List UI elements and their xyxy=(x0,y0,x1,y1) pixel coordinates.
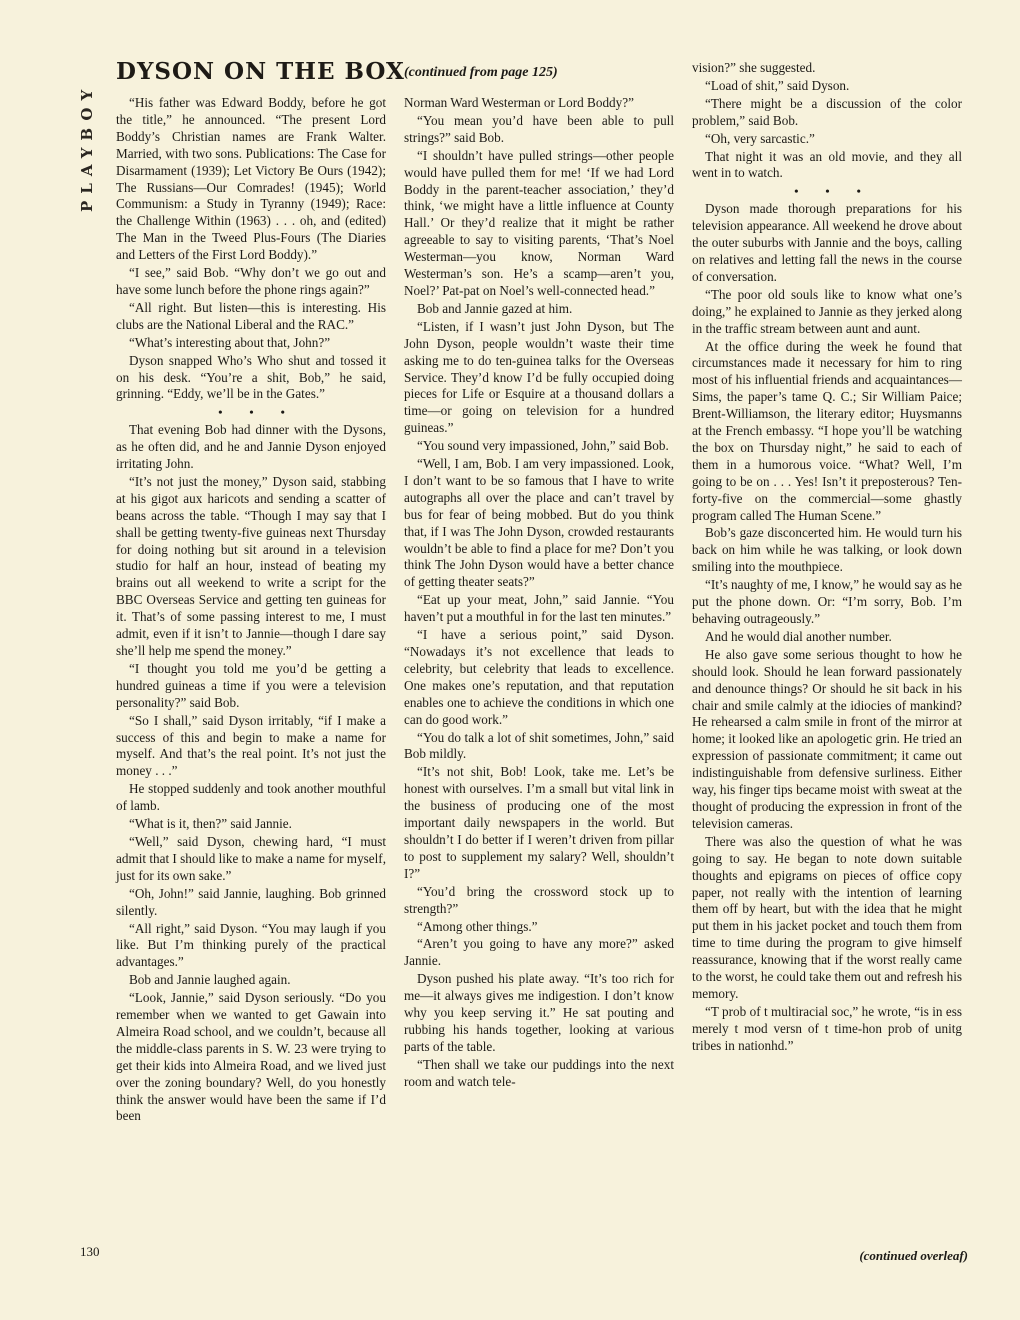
text-column-2 xyxy=(404,95,674,1092)
paragraph: That night it was an old movie, and they all went in to watch. xyxy=(692,148,962,181)
paragraph: And he would dial another number. xyxy=(705,628,892,644)
paragraph: “All right. But listen—this is interesting. His clubs are the National Liberal and the RAC.” xyxy=(116,299,386,332)
paragraph: “You’d bring the crossword stock up to strength?” xyxy=(404,883,674,916)
paragraph: “Well, I am, Bob. I am very impassioned. Look, I don’t want to be so famous that I have to write autographs all over the place and can’t travel by bus for fear of being mobbed. But do you think that, if I was The John Dyson, crowded restaurants wouldn’t be able to find a place for me? Don’t you think The John Dyson would have a better chance of getting theater seats?” xyxy=(404,456,674,590)
paragraph: “Look, Jannie,” said Dyson seriously. “Do you remember when we wanted to get Gawain into Almeira Road school, and we couldn’t, because all the middle-class parents in S. W. 23 were trying to get their kids into Almeira Road, and we lived just over the zoning boundary? Well, do you honestly think the answer would have been the same if I’d been xyxy=(116,990,386,1124)
paragraph: “You mean you’d have been able to pull strings?” said Bob. xyxy=(404,112,674,145)
continued-from-note: (continued from page 125) xyxy=(404,65,558,80)
paragraph: “Load of shit,” said Dyson. xyxy=(705,77,850,93)
paragraph: Bob’s gaze disconcerted him. He would turn his back on him while he was talking, or look down smiling into the mouthpiece. xyxy=(692,525,962,575)
paragraph: “What’s interesting about that, John?” xyxy=(129,334,331,350)
paragraph: Dyson made thorough preparations for his television appearance. All weekend he drove about the outer suburbs with Jannie and the boys, calling on relatives and letting fall the news in the course of conversation. xyxy=(692,201,962,284)
text-column-3 xyxy=(692,60,962,1056)
paragraph: “I see,” said Bob. “Why don’t we go out and have some lunch before the phone rings again?” xyxy=(116,265,386,297)
paragraph: “It’s not shit, Bob! Look, take me. Let’s be honest with ourselves. I’m a small but vital link in the business of producing one of the most important daily newspapers in the world. But shouldn’t I do better if I weren’t driven from pillar to post to supplement my salary? Well, shouldn’t I?” xyxy=(404,764,674,881)
paragraph: There was also the question of what he was going to say. He began to note down suitable thoughts and epigrams on pieces of office copy paper, not really with the intention of learning them off by heart, but with the idea that he might put them in his jacket pocket and touch them from time to time during the program to give himself reassurance, knowing that if the worst really came to the worst, he could take them out and refresh his memory. xyxy=(692,833,962,1001)
section-break: • • • xyxy=(218,405,297,420)
article-title: DYSON ON THE BOX xyxy=(116,58,405,85)
paragraph: “There might be a discussion of the color problem,” said Bob. xyxy=(692,95,962,128)
paragraph: “I have a serious point,” said Dyson. “Nowadays it’s not excellence that leads to celebrity, but celebrity that leads to excellence. One makes one’s reputation, and that reputation enables one to achieve the conditions in which one can do good work.” xyxy=(404,627,674,727)
paragraph: That evening Bob had dinner with the Dysons, as he often did, and he and Jannie Dyson enjoyed irritating John. xyxy=(116,422,386,472)
paragraph: “What is it, then?” said Jannie. xyxy=(129,816,292,832)
paragraph: He also gave some serious thought to how he should look. Should he lean forward passionately and denounce things? Or should he sit back in his chair and smile calmly at the idiocies of mankind? He rehearsed a calm smile in front of the mirror at home; it looked like an apologetic grin. He tried an expression of passionate commitment; it came out indistinguishable from defensive surliness. Either way, his finger tips became moist with sweat at the thought of producing the expression in front of the television cameras. xyxy=(692,646,962,831)
paragraph: “I shouldn’t have pulled strings—other people would have pulled them for me! ‘If we had Lord Boddy in the parent-teacher association,’ they’d think, ‘we might have a little influence at County Hall.’ Or they’d realize that it might be rather agreeable to say to visiting parents, ‘That’s Noel Westerman—you know, Norman Ward Westerman’s son. He’s a scamp—aren’t you, Noel?’ Pat-pat on Noel’s well-connected head.” xyxy=(404,147,674,298)
paragraph: “Aren’t you going to have any more?” asked Jannie. xyxy=(404,936,674,969)
paragraph: Dyson pushed his plate away. “It’s too rich for me—it always gives me indigestion. I don’t know why you keep serving it.” He sat pouting and rubbing his hands together, looking at various parts of the table. xyxy=(404,971,674,1054)
paragraph: Norman Ward Westerman or Lord Boddy?” xyxy=(404,95,634,110)
paragraph: “So I shall,” said Dyson irritably, “if I make a success of this and begin to make a name for myself. And that’s the real point. It’s not just the money . . .” xyxy=(116,712,386,779)
paragraph: “Oh, John!” said Jannie, laughing. Bob grinned silently. xyxy=(116,885,386,918)
paragraph: “It’s not just the money,” Dyson said, stabbing at his gigot aux haricots and sending a scatter of beans across the table. “Though I may say that I shall be getting twenty-five guineas next Thursday for doing nothing but sit around in a television studio for half an hour, instead of beating my brains out all weekend to write a script for the BBC Overseas Service and getting ten guineas for it. That’s of some passing interest to me, I must admit, even if it isn’t to Jannie—though I dare say she’ll help me spend the money.” xyxy=(116,473,386,658)
paragraph: “The poor old souls like to know what one’s doing,” he explained to Jannie as they jerked along in the traffic stream between aunt and aunt. xyxy=(692,286,962,336)
paragraph: “Well,” said Dyson, chewing hard, “I must admit that I should like to make a name for myself, just for its own sake.” xyxy=(116,833,386,883)
paragraph: “I thought you told me you’d be getting a hundred guineas a time if you were a television personality?” said Bob. xyxy=(116,660,386,710)
section-break: • • • xyxy=(794,184,873,199)
paragraph: “Among other things.” xyxy=(417,918,538,934)
page-number: 130 xyxy=(80,1244,100,1259)
paragraph: “You sound very impassioned, John,” said Bob. xyxy=(417,438,669,454)
paragraph: He stopped suddenly and took another mouthful of lamb. xyxy=(116,781,386,814)
paragraph: “You do talk a lot of shit sometimes, John,” said Bob mildly. xyxy=(404,729,674,762)
text-column-1 xyxy=(116,95,386,1126)
continued-overleaf-note: (continued overleaf) xyxy=(859,1248,968,1263)
paragraph: “Then shall we take our puddings into the next room and watch tele- xyxy=(404,1056,674,1089)
paragraph: “Eat up your meat, John,” said Jannie. “You haven’t put a mouthful in for the last ten minutes.” xyxy=(404,592,674,625)
paragraph: At the office during the week he found that circumstances made it necessary for him to ring most of his influential friends and acquaintances—Sims, the paper’s tame Q. C.; Sir William Paice; Brent-Williamson, the literary editor; Huysmanns at the French embassy. “I hope you’ll be watching the box on Thursday night,” he said to each of them in a humorous voice. “What? Well, I’m going to be on . . . Yes! Isn’t it preposterous? Ten-forty-five on the commercial—some ghastly program called The Human Scene.” xyxy=(692,338,962,523)
paragraph: “It’s naughty of me, I know,” he would say as he put the phone down. Or: “I’m sorry, Bob. I’m behaving outrageously.” xyxy=(692,577,962,626)
paragraph: “T prob of t multiracial soc,” he wrote, “is in ess merely t mod versn of t time-hon prob of unitg tribes in nationhd.” xyxy=(692,1003,962,1053)
paragraph: “All right,” said Dyson. “You may laugh if you like. But I’m thinking purely of the practical advantages.” xyxy=(116,920,386,970)
paragraph: vision?” she suggested. xyxy=(692,60,816,75)
paragraph: “Oh, very sarcastic.” xyxy=(705,130,815,146)
paragraph: Dyson snapped Who’s Who shut and tossed it on his desk. “You’re a shit, Bob,” he said, grinning. “Eddy, we’ll be in the Gates.” xyxy=(116,352,386,402)
paragraph: “His father was Edward Boddy, before he got the title,” he announced. “The present Lord Boddy’s Christian names are Frank Walter. Married, with two sons. Publications: The Case for Disarmament (1939); Let Victory Be Ours (1942); The Russians—Our Comrades! (1945); World Communism: a Study in Tyranny (1949); Race: the Challenge Within (1963) . . . oh, and (edited) The Man in the Tweed Plus-Fours (The Diaries and Letters of the First Lord Boddy).” xyxy=(116,95,386,263)
paragraph: Bob and Jannie gazed at him. xyxy=(417,300,573,316)
paragraph: “Listen, if I wasn’t just John Dyson, but The John Dyson, people wouldn’t waste their time asking me to do ten-guinea talks for the Overseas Service. They’d know I’d be fully occupied doing pieces for Life or Esquire at a thousand dollars a time—or going on television for a hundred guineas.” xyxy=(404,318,674,436)
paragraph: Bob and Jannie laughed again. xyxy=(129,972,291,988)
magazine-name: PLAYBOY xyxy=(78,82,96,212)
